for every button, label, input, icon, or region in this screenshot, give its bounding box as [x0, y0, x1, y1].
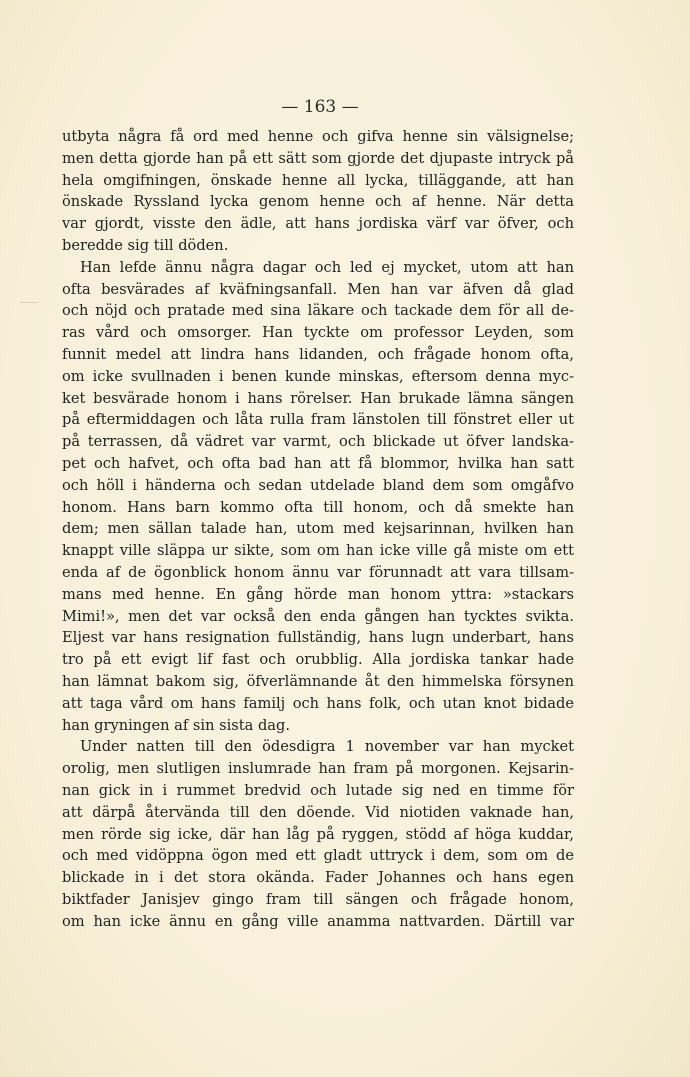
text-line: hela omgifningen, önskade henne all lycka, tilläggande, att han	[62, 171, 574, 189]
text-line: ket besvärade honom i hans rörelser. Han brukade lämna sängen	[62, 389, 574, 407]
text-line: på eftermiddagen och låta rulla fram länstolen till fönstret eller ut	[62, 411, 574, 429]
text-line: att därpå återvända till den döende. Vid niotiden vaknade han,	[62, 803, 574, 821]
text-line: och nöjd och pratade med sina läkare och tackade dem för all de-	[62, 302, 574, 320]
text-line: Han lefde ännu några dagar och led ej mycket, utom att han	[80, 258, 574, 276]
text-line: Mimi!», men det var också den enda gången han tycktes svikta.	[62, 607, 574, 625]
text-line: dem; men sällan talade han, utom med kejsarinnan, hvilken han	[62, 520, 574, 538]
text-line: funnit medel att lindra hans lidanden, och frågade honom ofta,	[62, 345, 574, 363]
text-line: knappt ville släppa ur sikte, som om han icke ville gå miste om ett	[62, 542, 574, 560]
text-line: blickade in i det stora okända. Fader Johannes och hans egen	[62, 869, 574, 887]
text-line: beredde sig till döden.	[62, 236, 229, 254]
text-line: men rörde sig icke, där han låg på ryggen, stödd af höga kuddar,	[62, 825, 574, 843]
text-line: pet och hafvet, och ofta bad han att få blommor, hvilka han satt	[62, 454, 574, 472]
text-line: Under natten till den ödesdigra 1 november var han mycket	[80, 738, 574, 756]
text-line: och höll i händerna och sedan utdelade bland dem som omgåfvo	[62, 476, 574, 494]
text-line: och med vidöppna ögon med ett gladt uttryck i dem, som om de	[62, 847, 574, 865]
page-number: — 163 —	[281, 97, 359, 117]
text-line: men detta gjorde han på ett sätt som gjorde det djupaste intryck på	[62, 149, 574, 167]
margin-mark	[20, 302, 38, 303]
text-line: om han icke ännu en gång ville anamma nattvarden. Därtill var	[62, 912, 574, 930]
text-line: mans med henne. En gång hörde man honom yttra: »stackars	[62, 585, 574, 603]
text-line: enda af de ögonblick honom ännu var förunnadt att vara tillsam-	[62, 563, 574, 581]
body-text	[62, 126, 574, 932]
text-line: nan gick in i rummet bredvid och lutade sig ned en timme för	[62, 781, 574, 799]
text-line: ofta besvärades af kväfningsanfall. Men han var äfven då glad	[62, 280, 574, 298]
text-line: på terrassen, då vädret var varmt, och blickade ut öfver landska-	[62, 433, 574, 451]
text-line: orolig, men slutligen inslumrade han fram på morgonen. Kejsarin-	[62, 760, 574, 778]
text-line: biktfader Janisjev gingo fram till sängen och frågade honom,	[62, 890, 574, 908]
text-line: han lämnat bakom sig, öfverlämnande åt den himmelska försynen	[62, 672, 574, 690]
text-line: honom. Hans barn kommo ofta till honom, och då smekte han	[62, 498, 574, 516]
text-line: att taga vård om hans familj och hans folk, och utan knot bidade	[62, 694, 574, 712]
text-line: var gjordt, visste den ädle, att hans jordiska värf var öfver, och	[62, 215, 574, 233]
text-line: han gryningen af sin sista dag.	[62, 716, 290, 734]
text-line: Eljest var hans resignation fullständig, hans lugn underbart, hans	[62, 629, 574, 647]
text-line: ras vård och omsorger. Han tyckte om professor Leyden, som	[62, 324, 574, 342]
text-line: önskade Ryssland lycka genom henne och af henne. När detta	[62, 193, 574, 211]
text-line: tro på ett evigt lif fast och orubblig. Alla jordiska tankar hade	[62, 651, 574, 669]
text-line: om icke svullnaden i benen kunde minskas, eftersom denna myc-	[62, 367, 574, 385]
text-line: utbyta några få ord med henne och gifva henne sin välsignelse;	[62, 128, 574, 145]
